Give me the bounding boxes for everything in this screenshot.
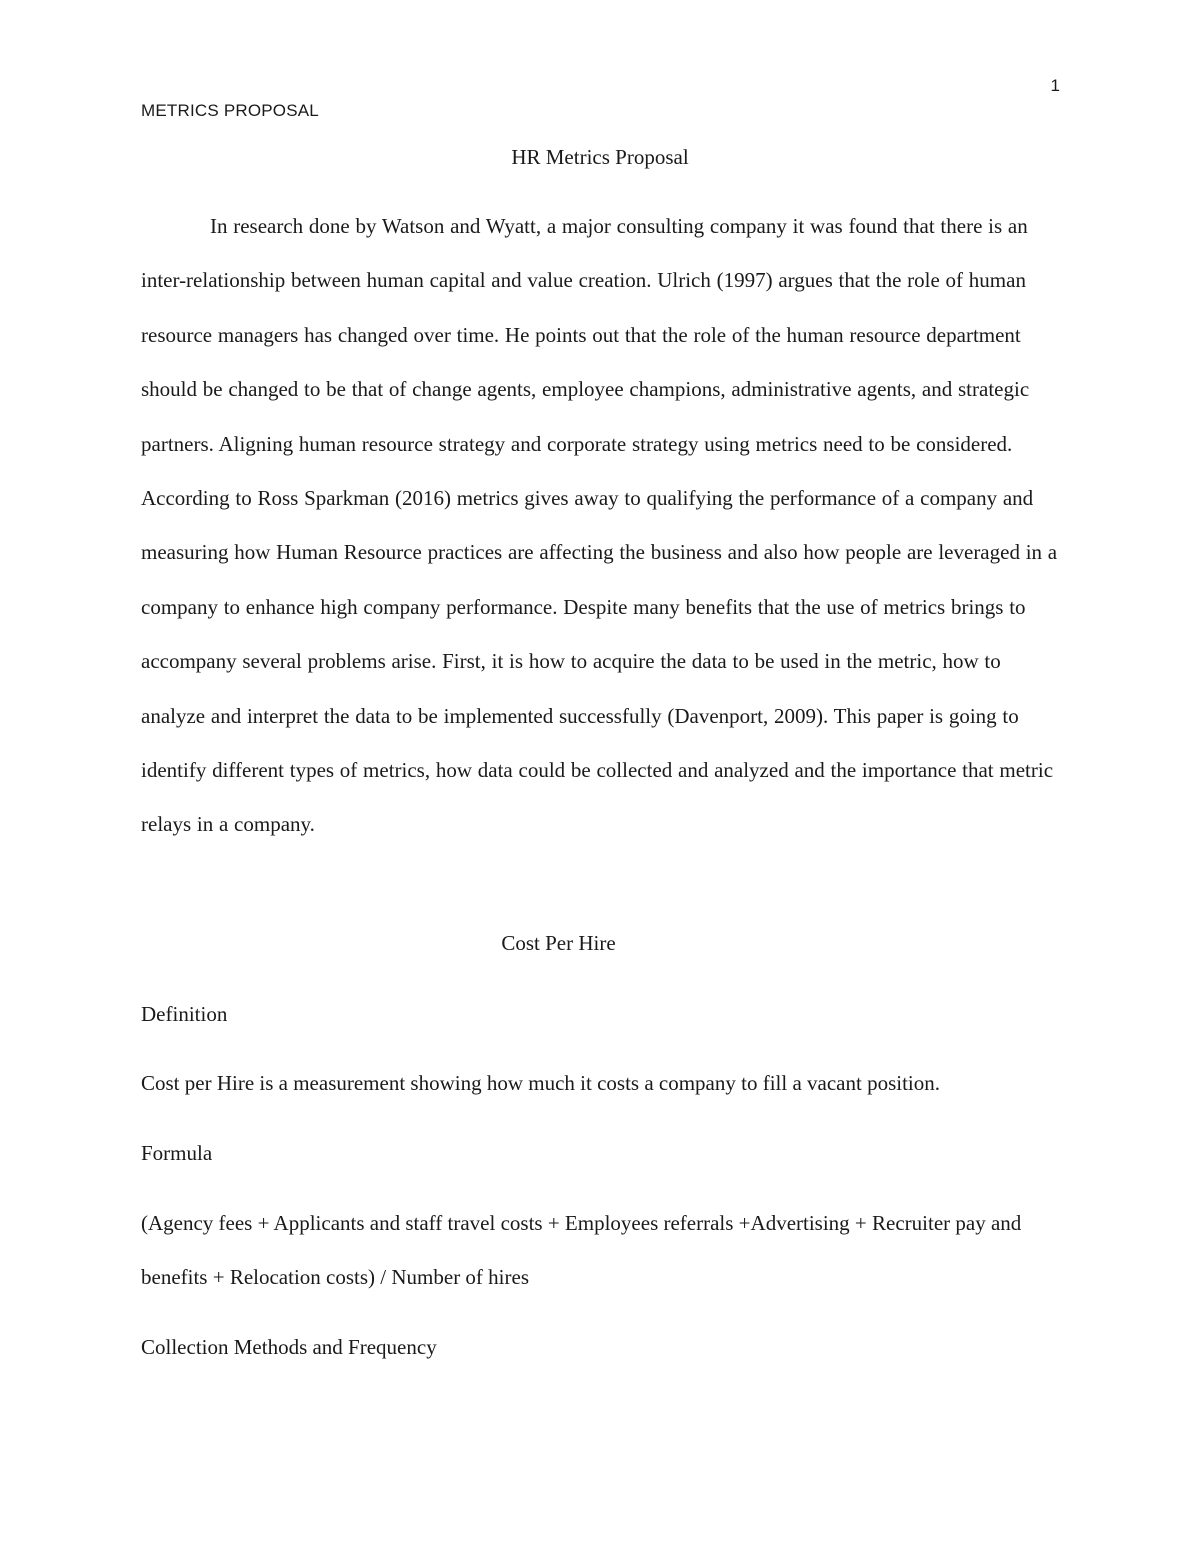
formula-label: Formula — [141, 1141, 213, 1165]
section-heading: Cost Per Hire — [501, 931, 616, 955]
collection-methods-label: Collection Methods and Frequency — [141, 1335, 437, 1359]
definition-text: Cost per Hire is a measurement showing how much it costs a company to fill a vacant position. — [141, 1071, 941, 1095]
document-title: HR Metrics Proposal — [511, 145, 689, 169]
intro-paragraph — [141, 199, 1066, 852]
formula-text: (Agency fees + Applicants and staff travel costs + Employees referrals +Advertising + Recruiter pay and benefits + Relocation costs) / Number of hires — [141, 1211, 1022, 1290]
intro-paragraph-text: In research done by Watson and Wyatt, a major consulting company it was found that there is an inter-relationship between human capital and value creation. Ulrich (1997) argues that the role of human resource managers has changed over time. He points out that the role of the human resource department should be changed to be that of change agents, employee champions, administrative agents, and strategic partners. Aligning human resource strategy and corporate strategy using metrics need to be considered. According to Ross Sparkman (2016) metrics gives away to qualifying the performance of a company and measuring how Human Resource practices are affecting the business and also how people are leveraged in a company to enhance high company performance. Despite many benefits that the use of metrics brings to accompany several problems arise. First, it is how to acquire the data to be used in the metric, how to analyze and interpret the data to be implemented successfully (Davenport, 2009). This paper is going to identify different types of metrics, how data could be collected and analyzed and the importance that metric relays in a company. — [141, 214, 1058, 837]
running-head: METRICS PROPOSAL — [141, 101, 319, 120]
page-number: 1 — [1050, 76, 1060, 95]
definition-label: Definition — [141, 1002, 228, 1026]
